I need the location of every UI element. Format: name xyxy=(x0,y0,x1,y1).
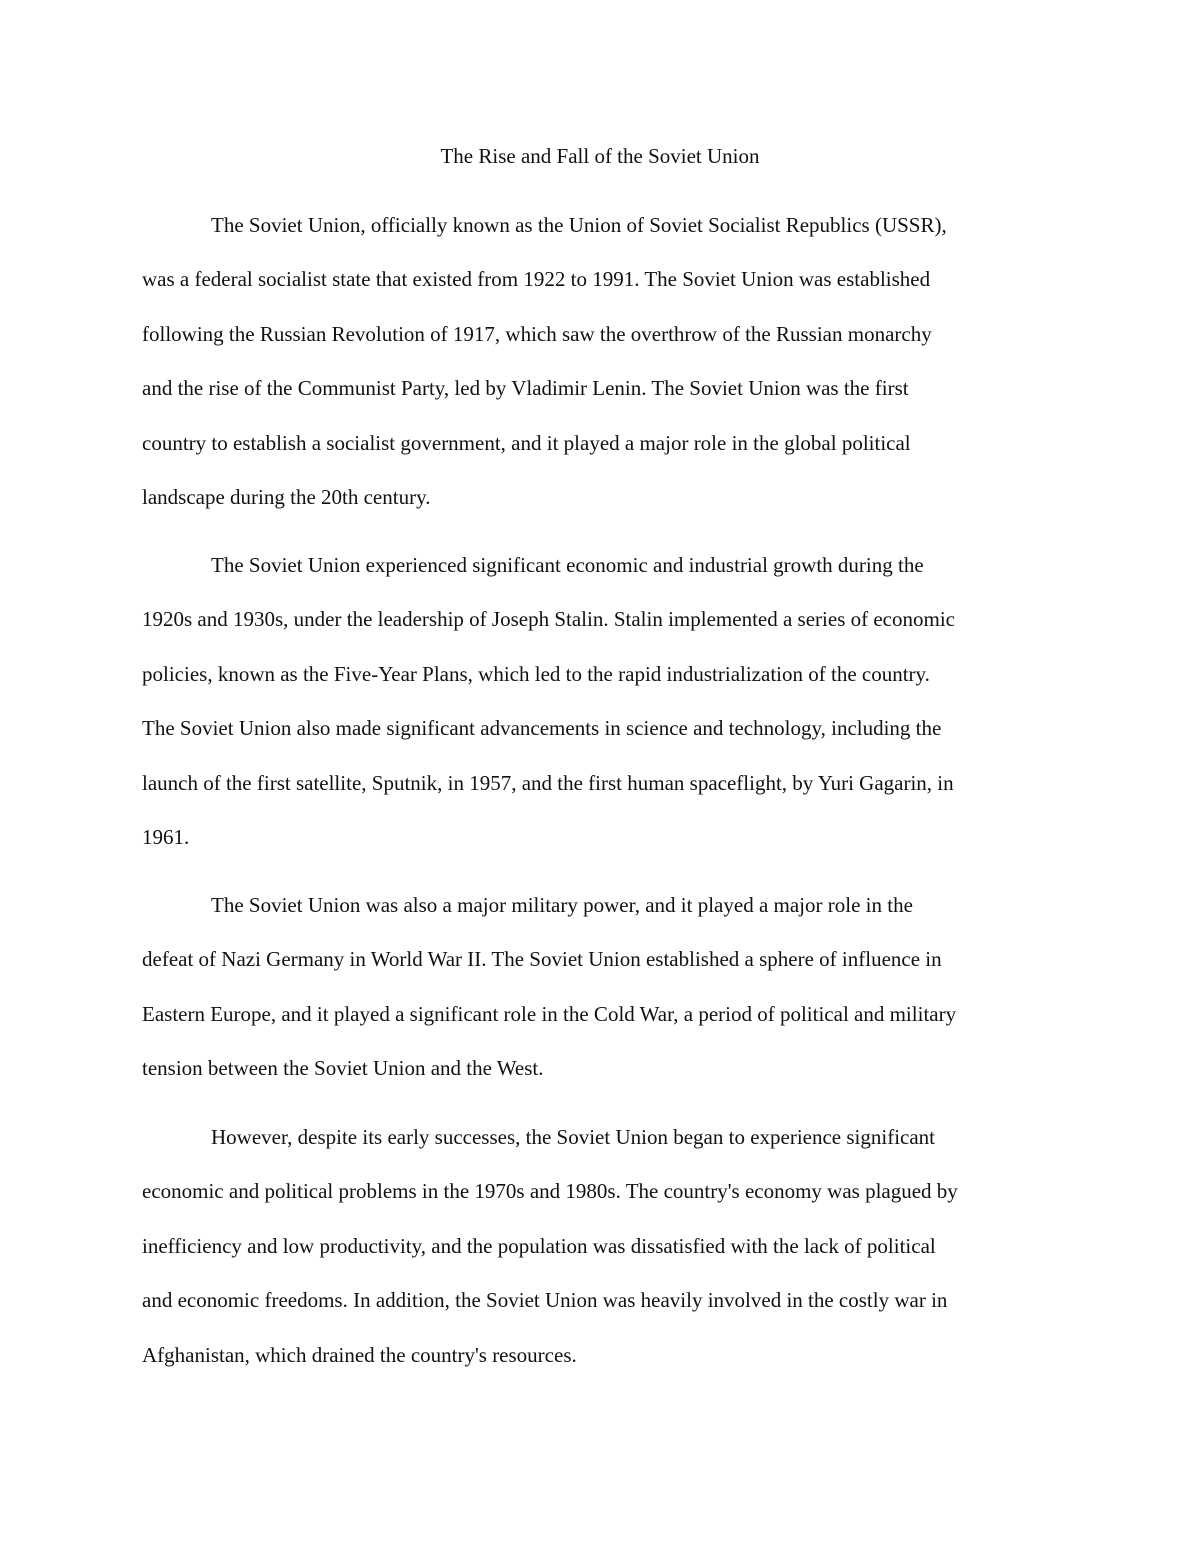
paragraph-3 xyxy=(142,878,1072,1096)
paragraph-line: country to establish a socialist government, and it played a major role in the global political xyxy=(142,430,911,455)
paragraph-line: following the Russian Revolution of 1917, which saw the overthrow of the Russian monarchy xyxy=(142,321,932,346)
paragraph-line: Eastern Europe, and it played a significant role in the Cold War, a period of political and military xyxy=(142,1001,957,1026)
paragraph-line: was a federal socialist state that existed from 1922 to 1991. The Soviet Union was established xyxy=(142,267,931,292)
page-title: The Rise and Fall of the Soviet Union xyxy=(440,144,760,168)
paragraph-line: 1920s and 1930s, under the leadership of Joseph Stalin. Stalin implemented a series of economic xyxy=(142,607,955,632)
paragraph-line: defeat of Nazi Germany in World War II. The Soviet Union established a sphere of influence in xyxy=(142,947,942,972)
paragraph-line: economic and political problems in the 1970s and 1980s. The country's economy was plagued by xyxy=(142,1179,958,1204)
paragraph-line: landscape during the 20th century. xyxy=(142,485,431,510)
paragraph-line: However, despite its early successes, the Soviet Union began to experience significant xyxy=(211,1125,936,1149)
paragraph-line: The Soviet Union was also a major military power, and it played a major role in the xyxy=(211,893,913,917)
paragraph-line: policies, known as the Five-Year Plans, which led to the rapid industrialization of the country. xyxy=(142,661,930,686)
paragraph-line: The Soviet Union also made significant advancements in science and technology, including the xyxy=(142,716,942,741)
paragraph-line: The Soviet Union experienced significant economic and industrial growth during the xyxy=(211,553,924,577)
paragraph-line: launch of the first satellite, Sputnik, in 1957, and the first human spaceflight, by Yuri Gagarin, in xyxy=(142,770,954,795)
paragraph-line: The Soviet Union, officially known as the Union of Soviet Socialist Republics (USSR), xyxy=(211,213,947,237)
paragraph-line: tension between the Soviet Union and the West. xyxy=(142,1056,544,1081)
paragraph-2 xyxy=(142,538,1072,864)
paragraph-line: inefficiency and low productivity, and the population was dissatisfied with the lack of political xyxy=(142,1233,936,1258)
paragraph-4 xyxy=(142,1110,1072,1382)
paragraph-line: and economic freedoms. In addition, the Soviet Union was heavily involved in the costly war in xyxy=(142,1288,948,1313)
paragraph-1 xyxy=(142,198,1072,524)
paragraph-line: Afghanistan, which drained the country's resources. xyxy=(142,1342,577,1367)
paragraph-line: 1961. xyxy=(142,825,190,850)
paragraph-line: and the rise of the Communist Party, led by Vladimir Lenin. The Soviet Union was the first xyxy=(142,376,909,401)
